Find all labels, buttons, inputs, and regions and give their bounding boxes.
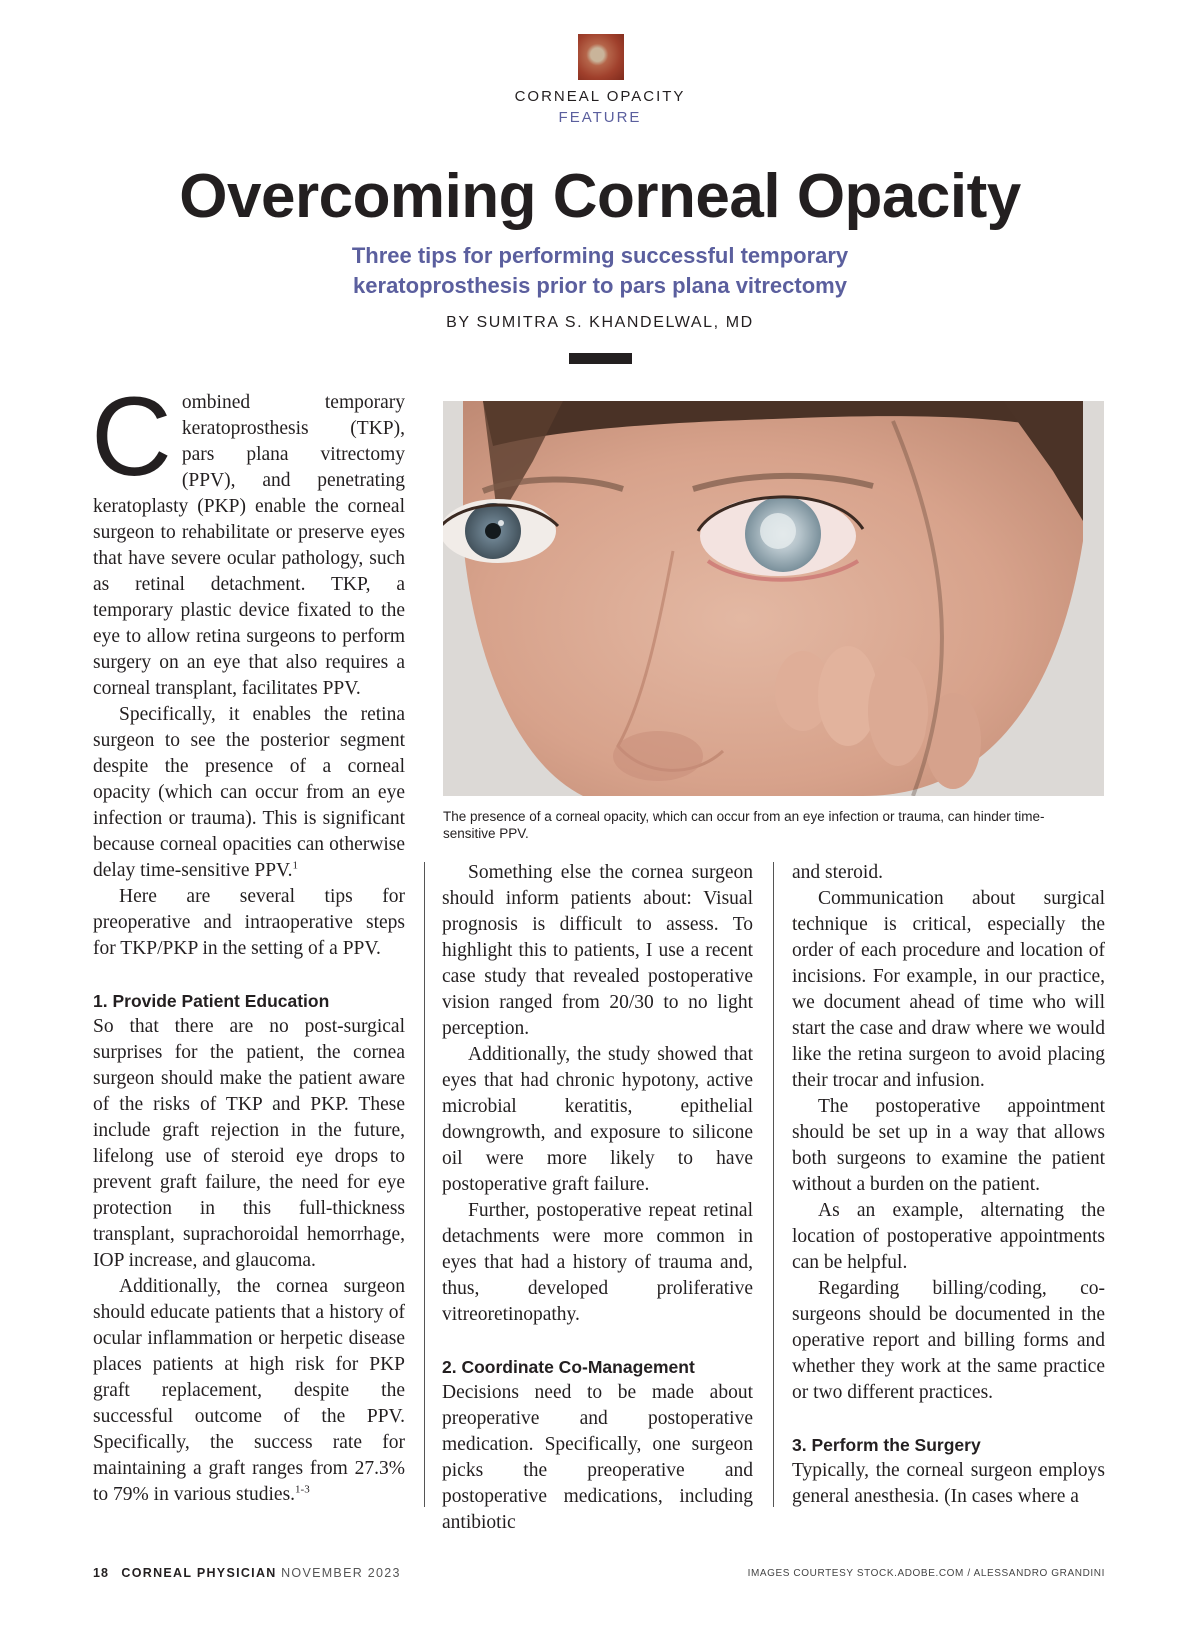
column-divider (424, 862, 425, 1507)
feature-label: FEATURE (558, 109, 642, 126)
image-credit: IMAGES COURTESY STOCK.ADOBE.COM / ALESSANDRO GRANDINI (747, 1568, 1105, 1579)
byline: BY SUMITRA S. KHANDELWAL, MD (446, 314, 754, 331)
article-subtitle (300, 241, 900, 301)
paragraph (93, 1274, 405, 1508)
paragraph: Further, postoperative repeat retinal detachments were more common in eyes that had a history of trauma and, thus, developed proliferative vitreoretinopathy. (442, 1200, 753, 1325)
paragraph: Additionally, the study showed that eyes that had chronic hypotony, active microbial keratitis, epithelial downgrowth, and exposure to silicone oil were more likely to have postoperative graft failure. (442, 1044, 753, 1195)
issue-date: NOVEMBER 2023 (281, 1566, 401, 1580)
section-label: CORNEAL OPACITY (514, 88, 686, 105)
subtitle-line-2: keratoprosthesis prior to pars plana vitrectomy (353, 273, 847, 298)
column-2 (442, 860, 753, 1536)
paragraph: Something else the cornea surgeon should inform patients about: Visual prognosis is difficult to assess. To highlight this to patients, I use a recent case study that revealed postoperative vision ranged from 20/30 to no light perception. (442, 862, 753, 1039)
paragraph (93, 702, 405, 884)
subtitle-line-1: Three tips for performing successful temporary (351, 243, 849, 268)
page-footer (93, 1566, 401, 1580)
publication-name: CORNEAL PHYSICIAN (121, 1566, 277, 1580)
woman-with-corneal-opacity-image (443, 401, 1104, 796)
paragraph: Decisions need to be made about preoperative and postoperative medication. Specifically, one surgeon picks the preoperative and postoperative medications, including antibiotic (442, 1382, 753, 1533)
section-heading: 2. Coordinate Co-Management (442, 1357, 695, 1377)
page-number: 18 (93, 1566, 109, 1580)
paragraph-text: Additionally, the cornea surgeon should educate patients that a history of ocular inflammation or herpetic disease places patients at high risk for PKP graft replacement, despite the successful outcome of the PPV. Specifically, the success rate for maintaining a graft ranges from 27.3% to 79% in various studies. (93, 1276, 405, 1505)
title-divider (569, 353, 632, 364)
section-heading: 1. Provide Patient Education (93, 991, 330, 1011)
citation-superscript: 1 (292, 859, 299, 872)
article-photo (443, 401, 1104, 796)
paragraph-text: Specifically, it enables the retina surgeon to see the posterior segment despite the presence of a corneal opacity (which can occur from an eye infection or trauma). This is significant because corneal opacities can otherwise delay time-sensitive PPV. (93, 704, 405, 881)
paragraph: The postoperative appointment should be set up in a way that allows both surgeons to examine the patient without a burden on the patient. (792, 1096, 1105, 1195)
paragraph: Here are several tips for preoperative and intraoperative steps for TKP/PKP in the setting of a PPV. (93, 886, 405, 959)
paragraph: Regarding billing/coding, co-surgeons should be documented in the operative report and billing forms and whether they work at the same practice or two different practices. (792, 1278, 1105, 1403)
article-title: Overcoming Corneal Opacity (179, 162, 1021, 231)
paragraph-text: ombined temporary keratoprosthesis (TKP), pars plana vitrectomy (PPV), and penetrating keratoplasty (PKP) enable the corneal surgeon to rehabilitate or preserve eyes that have severe ocular pathology, such as retinal detachment. TKP, a temporary plastic device fixated to the eye to allow retina surgeons to perform surgery on an eye that also requires a corneal transplant, facilitates PPV. (93, 392, 405, 699)
column-3 (792, 860, 1105, 1510)
paragraph: Communication about surgical technique is critical, especially the order of each procedure and location of incisions. For example, in our practice, we document ahead of time who will start the case and draw where we would like the retina surgeon to avoid placing their trocar and infusion. (792, 888, 1105, 1091)
photo-caption: The presence of a corneal opacity, which can occur from an eye infection or trauma, can hinder time-sensitive PPV. (443, 809, 1045, 841)
column-divider (773, 862, 774, 1507)
drop-cap: C (91, 374, 172, 499)
paragraph: Typically, the corneal surgeon employs general anesthesia. (In cases where a (792, 1460, 1105, 1507)
paragraph: and steroid. (792, 862, 883, 883)
paragraph: So that there are no post-surgical surprises for the patient, the cornea surgeon should make the patient aware of the risks of TKP and PKP. These include graft rejection in the future, lifelong use of steroid eye drops to prevent graft failure, the need for eye protection in this full-thickness transplant, suprachoroidal hemorrhage, IOP increase, and glaucoma. (93, 1016, 405, 1271)
column-1 (91, 374, 405, 1508)
section-heading: 3. Perform the Surgery (792, 1435, 981, 1455)
paragraph: As an example, alternating the location of postoperative appointments can be helpful. (792, 1200, 1105, 1273)
section-thumbnail-image (578, 34, 624, 80)
citation-superscript: 1-3 (295, 1483, 310, 1496)
paragraph (91, 374, 405, 702)
